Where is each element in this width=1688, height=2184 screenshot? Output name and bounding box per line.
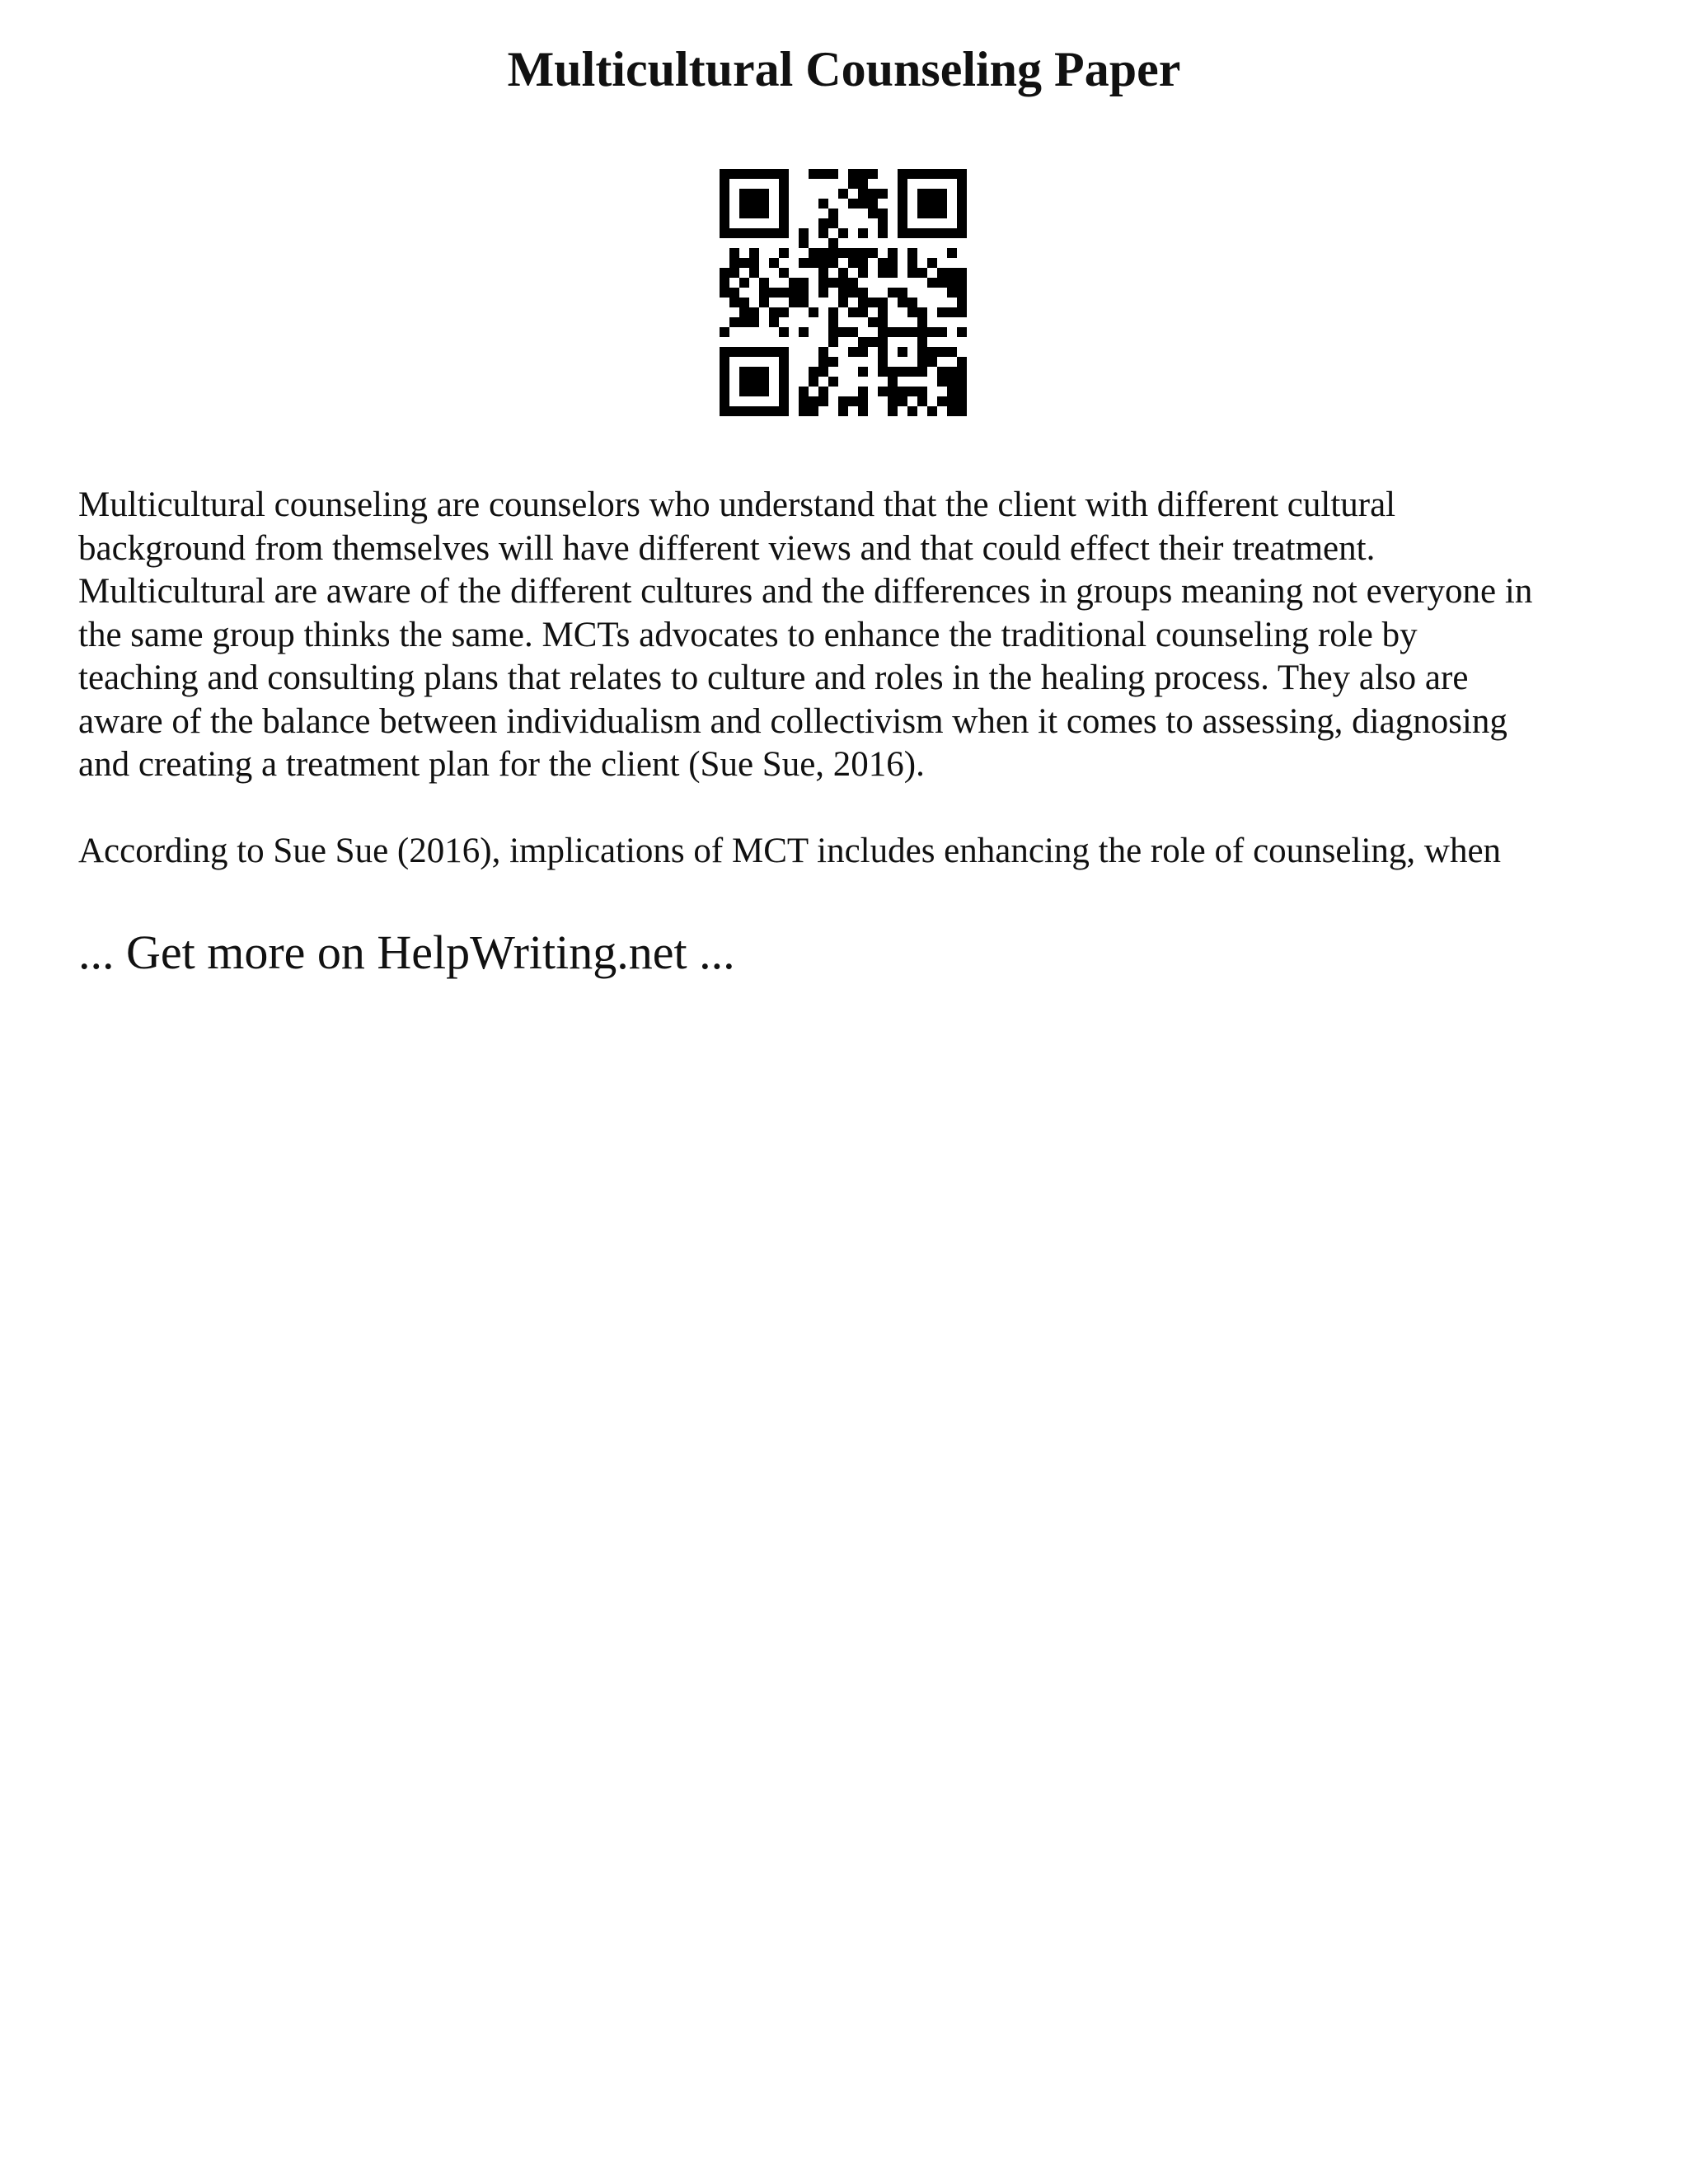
paragraph-2 [78, 830, 1636, 874]
paragraph-line: the same group thinks the same. MCTs advocates to enhance the traditional counseling role by [78, 615, 1418, 654]
paragraph-line: teaching and consulting plans that relates to culture and roles in the healing process. They also are [78, 658, 1469, 697]
paragraph-1 [78, 484, 1636, 787]
get-more-link[interactable]: ... Get more on HelpWriting.net ... [78, 926, 735, 979]
paragraph-line: and creating a treatment plan for the client (Sue Sue, 2016). [78, 745, 925, 784]
paragraph-line: background from themselves will have different views and that could effect their treatment. [78, 528, 1376, 568]
page-title: Multicultural Counseling Paper [507, 42, 1181, 96]
paragraph-line: According to Sue Sue (2016), implications of MCT includes enhancing the role of counseling, when [78, 832, 1502, 870]
paragraph-line: Multicultural are aware of the different cultures and the differences in groups meaning not everyone in [78, 572, 1533, 611]
qr-code [720, 169, 967, 416]
paragraph-line: aware of the balance between individualism and collectivism when it comes to assessing, diagnosing [78, 701, 1507, 741]
qr-code-image [720, 169, 967, 416]
paragraph-line: Multicultural counseling are counselors who understand that the client with different cultural [78, 485, 1396, 524]
